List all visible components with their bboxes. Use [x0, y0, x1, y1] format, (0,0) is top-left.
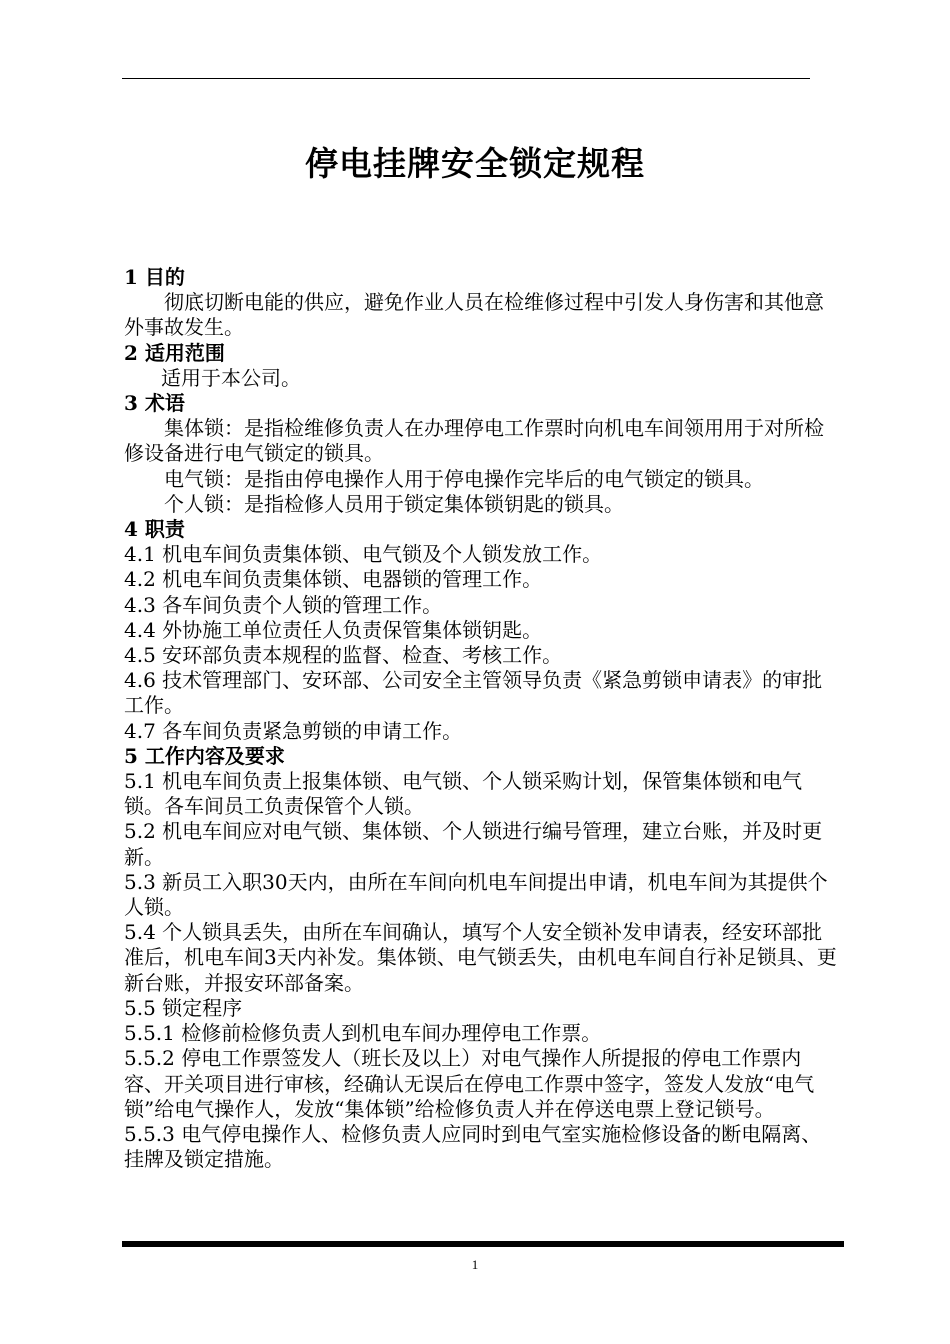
list-item: 5.1 机电车间负责上报集体锁、电气锁、个人锁采购计划，保管集体锁和电气锁。各车间员工负责保管个人锁。 [124, 769, 803, 819]
header-rule [122, 78, 810, 79]
list-item: 4.5 安环部负责本规程的监督、检查、考核工作。 [124, 643, 563, 668]
list-item: 5.3 新员工入职30天内，由所在车间向机电车间提出申请，机电车间为其提供个人锁。 [124, 869, 828, 920]
section-heading: 1 目的 [124, 265, 185, 289]
list-item: 4.3 各车间负责个人锁的管理工作。 [124, 592, 443, 617]
paragraph: 集体锁：是指检维修负责人在办理停电工作票时向机电车间领用用于对所检修设备进行电气锁定的锁具。 [124, 416, 824, 466]
list-item: 5.4 个人锁具丢失，由所在车间确认，填写个人安全锁补发申请表，经安环部批准后，机电车间3天内补发。集体锁、电气锁丢失，由机电车间自行补足锁具、更新台账，并报安环部备案。 [124, 920, 837, 995]
list-item: 5.5.1 检修前检修负责人到机电车间办理停电工作票。 [124, 1021, 602, 1046]
list-item: 5.2 机电车间应对电气锁、集体锁、个人锁进行编号管理，建立台账，并及时更新。 [124, 819, 823, 869]
section-heading: 3 术语 [124, 391, 185, 416]
list-item: 5.5 锁定程序 [124, 995, 243, 1020]
paragraph: 个人锁：是指检修人员用于锁定集体锁钥匙的锁具。 [164, 491, 624, 516]
list-item: 5.5.3 电气停电操作人、检修负责人应同时到电气室实施检修设备的断电隔离、挂牌及锁定措施。 [124, 1121, 822, 1172]
section-heading: 2 适用范围 [124, 340, 225, 365]
page-number: 1 [471, 1257, 479, 1272]
footer-rule [122, 1241, 844, 1247]
document-body [124, 265, 840, 1172]
paragraph: 彻底切断电能的供应，避免作业人员在检维修过程中引发人身伤害和其他意外事故发生。 [124, 290, 824, 340]
list-item: 5.5.2 停电工作票签发人（班长及以上）对电气操作人所提报的停电工作票内容、开关项目进行审核，经确认无误后在停电工作票中签字，签发人发放“电气锁”给电气操作人，发放“集体锁”给检修负责人并在停送电票上登记锁号。 [124, 1046, 815, 1121]
list-item: 4.7 各车间负责紧急剪锁的申请工作。 [124, 718, 463, 743]
section-heading: 5 工作内容及要求 [124, 743, 285, 768]
paragraph: 电气锁：是指由停电操作人用于停电操作完毕后的电气锁定的锁具。 [164, 466, 764, 491]
section-heading: 4 职责 [124, 517, 185, 542]
paragraph: 适用于本公司。 [161, 365, 301, 390]
list-item: 4.1 机电车间负责集体锁、电气锁及个人锁发放工作。 [124, 542, 603, 567]
list-item: 4.4 外协施工单位责任人负责保管集体锁钥匙。 [124, 617, 543, 642]
document-title: 停电挂牌安全锁定规程 [305, 144, 645, 183]
list-item: 4.6 技术管理部门、安环部、公司安全主管领导负责《紧急剪锁申请表》的审批工作。 [124, 668, 823, 718]
list-item: 4.2 机电车间负责集体锁、电器锁的管理工作。 [124, 567, 543, 592]
